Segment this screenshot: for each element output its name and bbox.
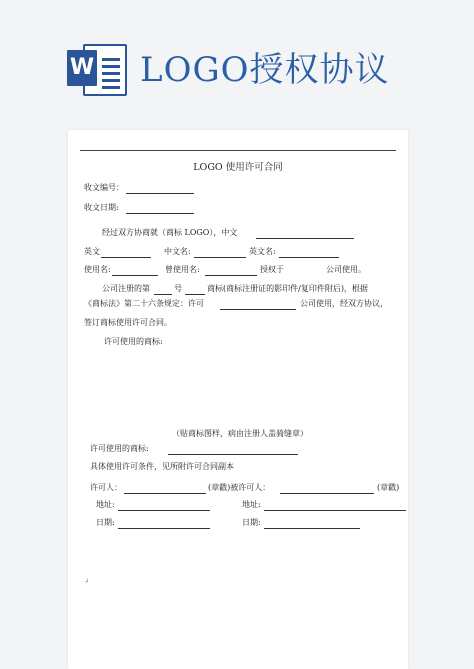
address-blank bbox=[118, 510, 210, 511]
document-page bbox=[68, 130, 408, 669]
licensor-blank bbox=[124, 493, 206, 494]
banner-title: LOGO授权协议 bbox=[140, 50, 390, 90]
reg-text-a: 公司注册的第 bbox=[102, 284, 150, 293]
paragraph-mark: ↲ bbox=[84, 578, 90, 585]
date-label-2: 日期: bbox=[242, 518, 261, 527]
chinese-blank bbox=[256, 238, 354, 239]
header-rule bbox=[80, 150, 396, 151]
company-use-text: 公司使用。 bbox=[326, 265, 366, 274]
licensor-label: 许可人： bbox=[90, 483, 122, 492]
license-to-label: 授权于 bbox=[260, 265, 284, 274]
licensed-mark-blank bbox=[168, 454, 298, 455]
conditions-text: 具体使用许可条件，见所附许可合同副本 bbox=[90, 462, 234, 471]
reg-text-b: 号 bbox=[174, 284, 182, 293]
chinese-name-blank bbox=[194, 257, 246, 258]
word-icon bbox=[67, 40, 125, 96]
licensed-mark-label-2: 许可使用的商标: bbox=[90, 444, 149, 453]
receipt-date-blank bbox=[126, 213, 194, 214]
reg-no-blank bbox=[154, 294, 172, 295]
chinese-name-label: 中文名: bbox=[164, 247, 191, 256]
seal-licensee-label: (章戳)被许可人： bbox=[208, 483, 271, 492]
english-label: 英文 bbox=[84, 247, 100, 256]
banner bbox=[0, 0, 474, 120]
address-label: 地址: bbox=[96, 500, 115, 509]
reg-text-c: 商标(商标注册证的影印件/复印件附后)，根据 bbox=[207, 284, 368, 293]
former-name-label: 曾使用名: bbox=[165, 265, 200, 274]
document-title: LOGO 使用许可合同 bbox=[193, 162, 283, 173]
english-name-blank bbox=[279, 257, 339, 258]
seal-label: (章戳) bbox=[377, 483, 400, 492]
receipt-no-label: 收文编号： bbox=[84, 183, 124, 192]
sign-text: 签订商标使用许可合同。 bbox=[84, 318, 172, 327]
former-name-blank bbox=[205, 275, 257, 276]
english-name-label: 英文名: bbox=[249, 247, 276, 256]
licensed-mark-label: 许可使用的商标: bbox=[104, 337, 163, 346]
law-text-a: 《商标法》第二十六条规定：许可 bbox=[84, 299, 204, 308]
user-name-label: 使用名: bbox=[84, 265, 111, 274]
agree-text: 经过双方协商就（商标 LOGO），中文 bbox=[102, 228, 238, 237]
word-letter: W bbox=[67, 50, 97, 86]
date-label: 日期: bbox=[96, 518, 115, 527]
date-blank bbox=[118, 528, 210, 529]
licensee-name-blank bbox=[280, 493, 374, 494]
receipt-no-blank bbox=[126, 193, 194, 194]
affix-note: （贴商标图样，病由注册人盖骑缝章） bbox=[172, 429, 308, 438]
user-name-blank bbox=[112, 275, 158, 276]
law-text-b: 公司使用，经双方协议， bbox=[300, 299, 388, 308]
address-blank-2 bbox=[264, 510, 406, 511]
address-label-2: 地址: bbox=[242, 500, 261, 509]
licensee-blank bbox=[220, 309, 296, 310]
english-blank bbox=[101, 257, 151, 258]
date-blank-2 bbox=[264, 528, 360, 529]
mark-blank bbox=[185, 294, 205, 295]
receipt-date-label: 收文日期: bbox=[84, 203, 119, 212]
